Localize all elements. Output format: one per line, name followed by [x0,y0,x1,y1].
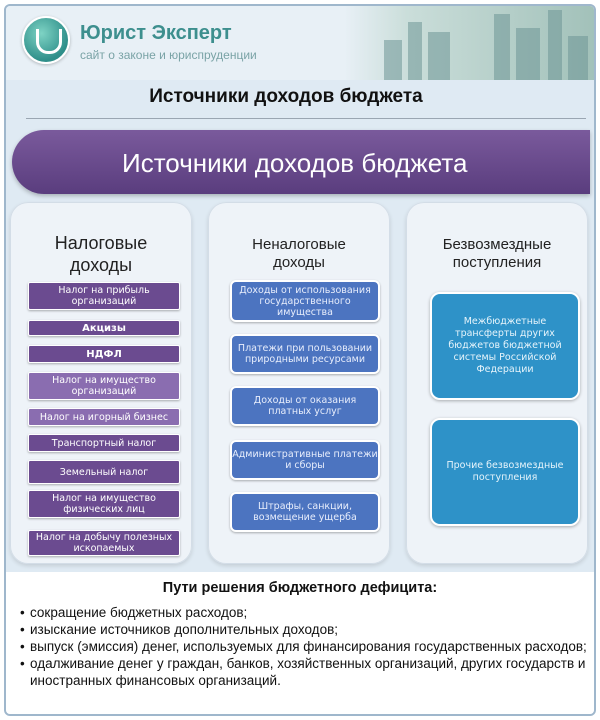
tax-item: Налог на прибыль организаций [28,282,180,310]
tax-item: Налог на имущество физических лиц [28,490,180,518]
gratuitous-receipts-heading: Безвозмездные поступления [442,236,552,271]
nontax-item: Штрафы, санкции, возмещение ущерба [230,492,380,532]
tax-item: Транспортный налог [28,434,180,452]
tax-item: Акцизы [28,320,180,336]
site-tagline: сайт о законе и юриспруденции [80,48,257,62]
deficit-list [20,604,590,689]
nontax-item: Доходы от оказания платных услуг [230,386,380,426]
nontax-income-heading: Неналоговые доходы [252,236,346,271]
title-divider [26,118,586,119]
nontax-income-column [208,202,390,564]
tax-item: Налог на имущество организаций [28,372,180,400]
gratuitous-receipts-column [406,202,588,564]
tax-item: Налог на добычу полезных ископаемых [28,530,180,556]
list-item: • выпуск (эмиссия) денег, используемых для финансирования государственных расходов; [20,638,590,655]
nontax-item: Административные платежи и сборы [230,440,380,480]
tax-item: Налог на игорный бизнес [28,408,180,426]
page-title: Источники доходов бюджета [149,86,423,107]
nontax-item: Платежи при пользовании природными ресурсами [230,334,380,374]
tax-income-heading: Налоговые доходы [54,233,148,275]
section-banner [12,130,590,194]
tax-income-column [10,202,192,564]
deficit-heading: Пути решения бюджетного дефицита: [162,580,438,596]
list-item: • сокращение бюджетных расходов; [20,604,590,621]
nontax-item: Доходы от использования государственного имущества [230,280,380,322]
scales-of-justice-icon[interactable] [22,16,70,64]
tax-item: НДФЛ [28,345,180,363]
infographic-frame [4,4,596,716]
deficit-section [6,572,594,716]
list-item: • одалживание денег у граждан, банков, хозяйственных организаций, других государств и иностранных финансовых организаций. [20,655,590,689]
banner-title: Источники доходов бюджета [122,148,468,178]
gratuitous-item: Межбюджетные трансферты других бюджетов бюджетной системы Российской Федерации [430,292,580,400]
site-brand[interactable]: Юрист Эксперт [80,22,232,44]
gratuitous-item: Прочие безвозмездные поступления [430,418,580,526]
list-item: • изыскание источников дополнительных доходов; [20,621,590,638]
tax-item: Земельный налог [28,460,180,484]
site-header [6,6,594,80]
header-city-image [344,6,594,80]
